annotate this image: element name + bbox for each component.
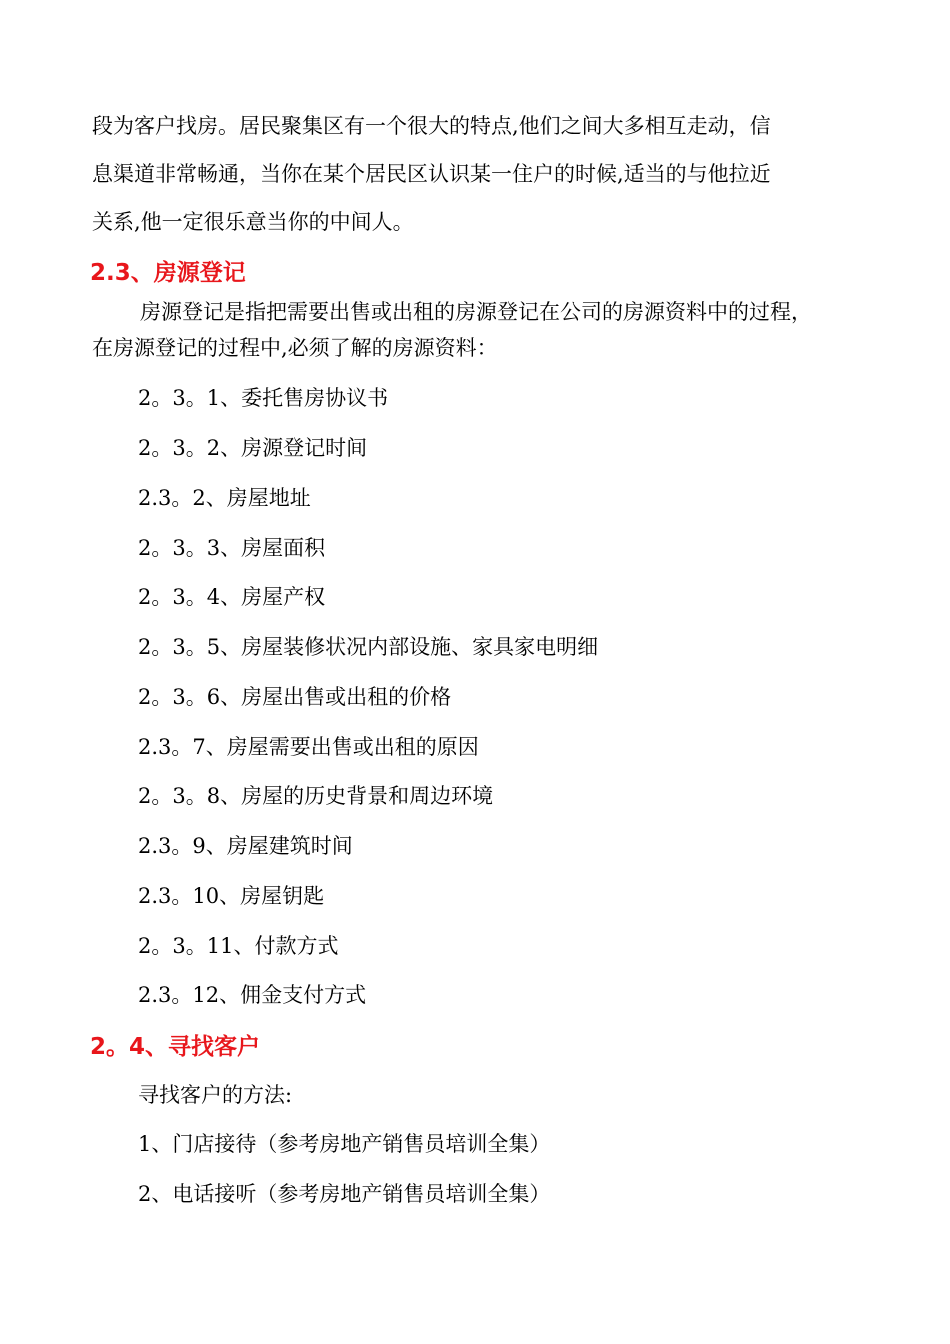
list-item: 2。3。6、房屋出售或出租的价格	[138, 685, 452, 709]
list-item: 2.3。7、房屋需要出售或出租的原因	[138, 735, 479, 759]
list-item: 寻找客户的方法:	[138, 1083, 293, 1107]
list-item: 2、电话接听（参考房地产销售员培训全集）	[138, 1182, 551, 1206]
list-item: 2.3。10、房屋钥匙	[138, 884, 325, 908]
list-item: 2。3。2、房源登记时间	[138, 436, 368, 460]
intro-line-1: 段为客户找房。居民聚集区有一个很大的特点,他们之间大多相互走动，信	[92, 114, 771, 138]
list-item: 2.3。2、房屋地址	[138, 486, 311, 510]
list-item: 2。3。3、房屋面积	[138, 536, 326, 560]
list-item: 1、门店接待（参考房地产销售员培训全集）	[138, 1132, 551, 1156]
list-item: 2。3。5、房屋装修状况内部设施、家具家电明细	[138, 635, 599, 659]
intro-line-3: 关系,他一定很乐意当你的中间人。	[92, 210, 414, 234]
section-2-3-desc-line-1: 房源登记是指把需要出售或出租的房源登记在公司的房源资料中的过程，	[140, 300, 812, 324]
intro-line-2: 息渠道非常畅通，当你在某个居民区认识某一住户的时候,适当的与他拉近	[92, 162, 771, 186]
list-item: 2。3。1、委托售房协议书	[138, 386, 389, 410]
list-item: 2。3。8、房屋的历史背景和周边环境	[138, 784, 494, 808]
list-item: 2。3。11、付款方式	[138, 934, 339, 958]
list-item: 2。3。4、房屋产权	[138, 585, 326, 609]
list-item: 2.3。12、佣金支付方式	[138, 983, 367, 1007]
list-item: 2.3。9、房屋建筑时间	[138, 834, 353, 858]
section-heading-2-4: 2。4、寻找客户	[90, 1034, 261, 1060]
section-heading-2-3: 2.3、房源登记	[90, 260, 246, 286]
section-2-3-desc-line-2: 在房源登记的过程中,必须了解的房源资料：	[92, 336, 498, 360]
